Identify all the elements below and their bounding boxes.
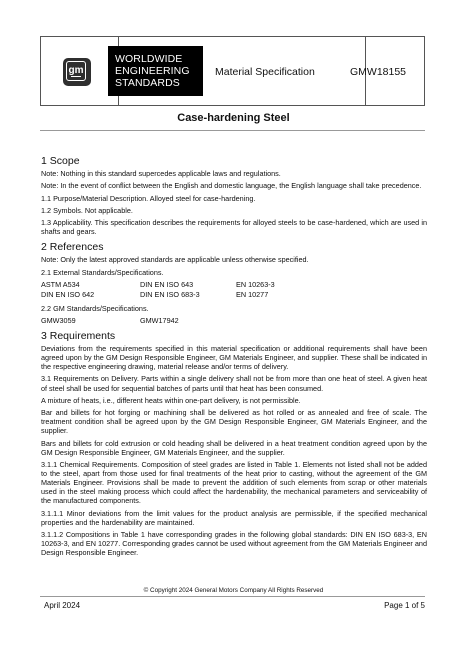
- page-number: Page 1 of 5: [384, 601, 425, 610]
- paragraph: A mixture of heats, i.e., different heats within one-part delivery, is not permissible.: [41, 395, 301, 405]
- standard-ref: DIN EN ISO 642: [41, 290, 95, 300]
- paragraph: 1.3 Applicability. This specification describes the requirements for alloyed steels to be case-hardened, which are used in shafts and gears.: [41, 218, 427, 237]
- footer-date: April 2024: [44, 601, 81, 610]
- section-heading: 2 References: [41, 241, 104, 254]
- paragraph: 3.1.1.2 Compositions in Table 1 have corresponding grades in the following global standards: DIN EN ISO 683-3, EN 10263-3, and EN 10277. Corresponding grades cannot be used without agreement from the GM Materials Engineer and Design Responsible Engineer.: [41, 529, 427, 558]
- section-heading: 1 Scope: [41, 155, 80, 167]
- standard-ref: EN 10277: [236, 290, 269, 300]
- paragraph: Note: Only the latest approved standards are applicable unless otherwise specified.: [41, 255, 309, 265]
- paragraph: Deviations from the requirements specified in this material specification or additional requirements shall have been agreed upon by the GM Design Responsible Engineer, GM Materials Engineer, and supplier. These shall be indicated in the respective engineering drawing, material release and/or terms of delivery.: [41, 343, 427, 372]
- paragraph: Note: Nothing in this standard supercedes applicable laws and regulations.: [41, 169, 281, 178]
- org-badge: [108, 46, 203, 96]
- paragraph: 2.2 GM Standards/Specifications.: [41, 303, 149, 313]
- section-heading: 3 Requirements: [41, 329, 116, 342]
- standard-ref: EN 10263-3: [236, 279, 275, 289]
- copyright-notice: © Copyright 2024 General Motors Company All Rights Reserved: [143, 587, 324, 594]
- org-line: STANDARDS: [115, 77, 180, 89]
- footer-divider: [40, 596, 425, 597]
- standard-ref: GMW3059: [41, 315, 76, 325]
- paragraph: 3.1.1 Chemical Requirements. Composition of steel grades are listed in Table 1. Elements not listed shall not be added to the steel, apart from those used for final treatments of the heat prior to casting, without the agreement of the GM Materials Engineer. Provisions shall be made to prevent the addition of such elements from scrap or other materials used in the steel making process which could affect the hardenability, the mechanical parameters and serviceability of the manufactured components.: [41, 459, 427, 506]
- document-body: [41, 155, 427, 560]
- standard-ref: DIN EN ISO 683-3: [140, 290, 200, 300]
- standard-ref: GMW17942: [140, 315, 179, 325]
- paragraph: 2.1 External Standards/Specifications.: [41, 267, 164, 277]
- gm-logo-text: gm: [66, 61, 86, 81]
- standard-ref: ASTM A534: [41, 279, 80, 289]
- external-standards-list: [41, 280, 427, 300]
- paragraph: 1.2 Symbols. Not applicable.: [41, 205, 133, 215]
- standard-ref: DIN EN ISO 643: [140, 279, 194, 289]
- paragraph: 3.1.1.1 Minor deviations from the limit values for the product analysis are permissible, if the specified mechanical properties and the hardenability are maintained.: [41, 508, 427, 527]
- paragraph: Note: In the event of conflict between the English and domestic language, the English language shall take precedence.: [41, 181, 422, 191]
- gm-logo: [63, 58, 91, 86]
- page-title: Case-hardening Steel: [177, 112, 290, 124]
- doc-type: Material Specification: [215, 66, 315, 78]
- org-line: WORLDWIDE: [115, 53, 183, 65]
- paragraph: 3.1 Requirements on Delivery. Parts within a single delivery shall not be from more than one heat of steel. A given heat of steel shall be used for sequential batches of parts until that heat has been consumed.: [41, 374, 427, 393]
- paragraph: 1.1 Purpose/Material Description. Alloyed steel for case-hardening.: [41, 193, 256, 203]
- paragraph: Bars and billets for cold extrusion or cold heading shall be delivered in a heat treatment condition agreed upon by the GM Design Responsible Engineer, GM Materials Engineer, and the supplier.: [41, 438, 427, 457]
- org-line: ENGINEERING: [115, 65, 190, 77]
- gm-standards-list: [41, 316, 427, 325]
- title-divider: [40, 130, 425, 131]
- paragraph: Bar and billets for hot forging or machining shall be delivered as hot rolled or as annealed and free of scale. The treatment condition shall be agreed upon by the GM Design Responsible Engineer, GM Materials Engineer, and the supplier.: [41, 408, 427, 436]
- doc-number: GMW18155: [350, 66, 407, 78]
